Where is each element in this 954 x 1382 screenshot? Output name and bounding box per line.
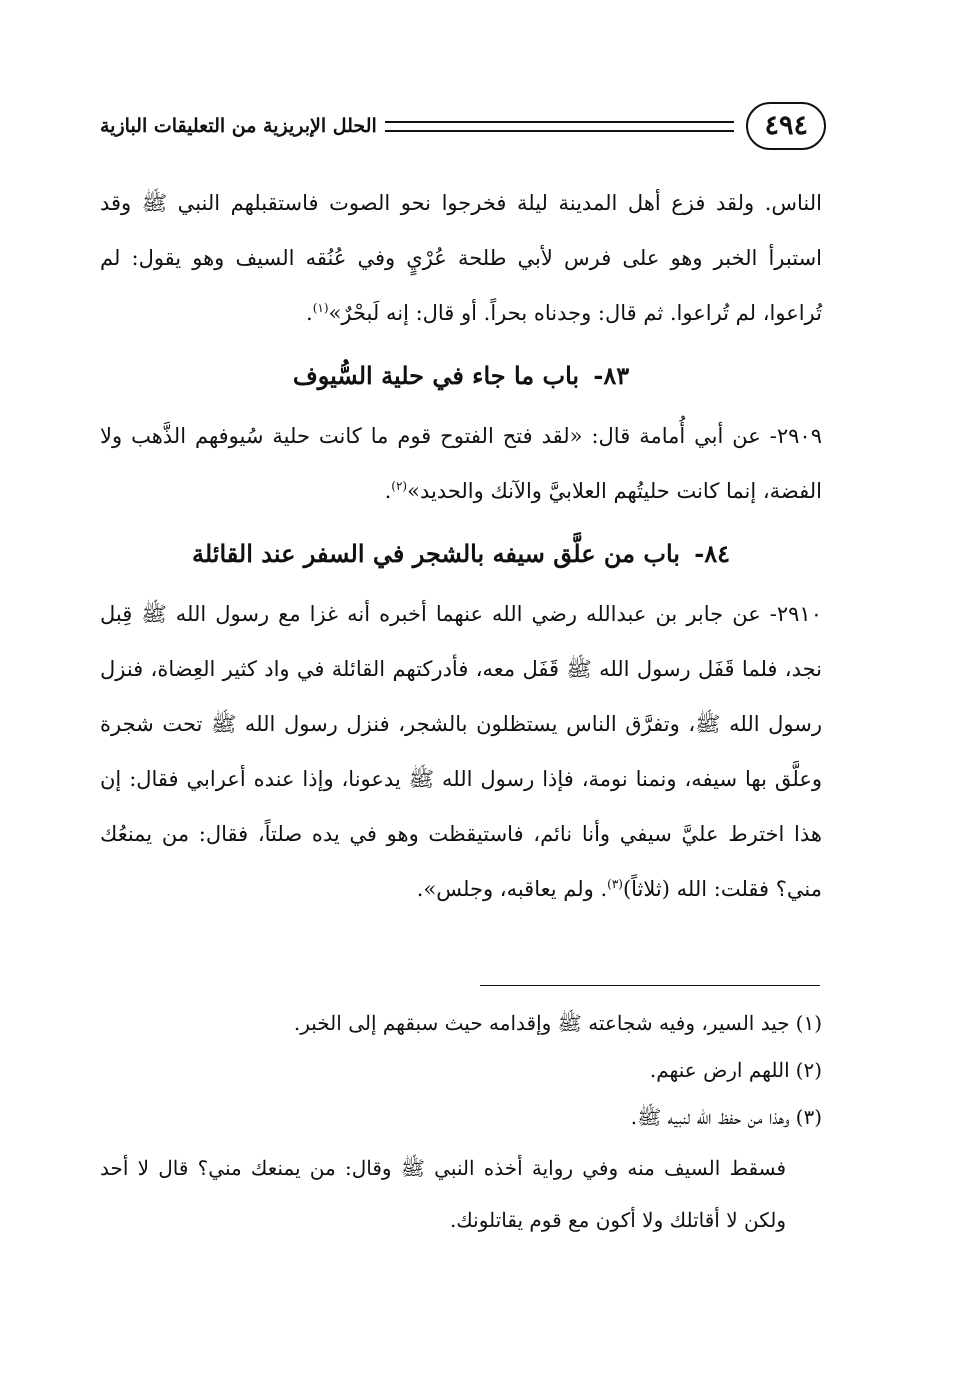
- intro-text: الناس. ولقد فزع أهل المدينة ليلة فخرجوا نحو الصوت فاستقبلهم النبي ﷺ وقد استبرأ الخبر وهو على فرس لأبي طلحة عُرْيٍ وفي عُنُقه السيف وهو يقول: لم تُراعوا، لم تُراعوا. ثم قال: وجدناه بحراً. أو قال: إنه لَبحْرٌ»: [100, 191, 822, 325]
- footnote-number: (٢): [795, 1058, 822, 1082]
- hadith-tail: . ولم يعاقبه، وجلس».: [416, 877, 608, 901]
- footnotes: [100, 1000, 822, 1141]
- section-title: باب من علَّق سيفه بالشجر في السفر عند القائلة: [191, 539, 680, 568]
- section-number: ٨٣-: [593, 361, 630, 390]
- hadith-2909: ٢٩٠٩- عن أبي أُمامة قال: «لقد فتح الفتوح قوم ما كانت حلية سُيوفهم الذَّهب ولا الفضة، إنما كانت حليتُهم العلابيَّ والآنك والحديد»$^{(٢)}$.: [100, 424, 822, 503]
- main-content: [100, 176, 822, 917]
- section-heading-84: [100, 525, 822, 583]
- footnote-divider: [480, 985, 820, 986]
- hadith-text: ٢٩١٠- عن جابر بن عبدالله رضي الله عنهما أخبره أنه غزا مع رسول الله ﷺ قِبل نجد، فلما قَفَل رسول الله ﷺ قَفَل معه، فأدركتهم القائلة في واد كثير العِضاة، فنزل رسول الله ﷺ، وتفرَّق الناس يستظلون بالشجر، فنزل رسول الله ﷺ تحت شجرة وعلَّق بها سيفه، ونمنا نومة، فإذا رسول الله ﷺ يدعونا، وإذا عنده أعرابي فقال: إن هذا اخترط عليَّ سيفي وأنا نائم، فاستيقظت وهو في يده صلتاً، فقال: من يمنعُك مني؟ فقلت: الله (ثلاثاً): [100, 602, 822, 901]
- header-rule: [385, 121, 735, 132]
- hadith-text: ٢٩٠٩- عن أبي أُمامة قال: «لقد فتح الفتوح قوم ما كانت حلية سُيوفهم الذَّهب ولا الفضة، إنما كانت حليتُهم العلابيَّ والآنك والحديد»: [100, 424, 822, 503]
- hadith-2910: [100, 587, 822, 917]
- footnote-text: وهذا من حفظ الله لنبيه ﷺ.: [630, 1105, 790, 1129]
- footnote-ref-2: (٢): [391, 479, 408, 493]
- section-number: ٨٤-: [694, 539, 731, 568]
- intro-paragraph: الناس. ولقد فزع أهل المدينة ليلة فخرجوا نحو الصوت فاستقبلهم النبي ﷺ وقد استبرأ الخبر وهو على فرس لأبي طلحة عُرْيٍ وفي عُنُقه السيف وهو يقول: لم تُراعوا، لم تُراعوا. ثم قال: وجدناه بحراً. أو قال: إنه لَبحْرٌ»$^{(١)}$.: [100, 191, 822, 325]
- footnote-number: (١): [795, 1011, 822, 1035]
- footnote-text: جيد السير، وفيه شجاعته ﷺ وإقدامه حيث سبقهم إلى الخبر.: [293, 1011, 790, 1035]
- footnote-ref-3: (٣): [607, 877, 623, 891]
- footnote: [100, 1094, 822, 1141]
- page-header: [100, 98, 826, 154]
- footnote-number: (٣): [795, 1105, 822, 1129]
- footnote-ref-1: (١): [312, 301, 329, 315]
- handwritten-note: فسقط السيف منه وفي رواية أخذه النبي ﷺ وقال: من يمنعك مني؟ قال لا أحد ولكن لا أقاتلك ولا أكون مع قوم يقاتلونك.: [100, 1156, 786, 1232]
- section-heading-83: [100, 347, 822, 405]
- page-number: ٤٩٤: [746, 102, 826, 150]
- footnote: [100, 1000, 822, 1047]
- book-title: الحلل الإبريزية من التعليقات البازية: [100, 115, 377, 137]
- footnote: [100, 1047, 822, 1094]
- section-title: باب ما جاء في حلية السُّيوف: [292, 361, 580, 390]
- footnote-text: اللهم ارض عنهم.: [649, 1058, 790, 1082]
